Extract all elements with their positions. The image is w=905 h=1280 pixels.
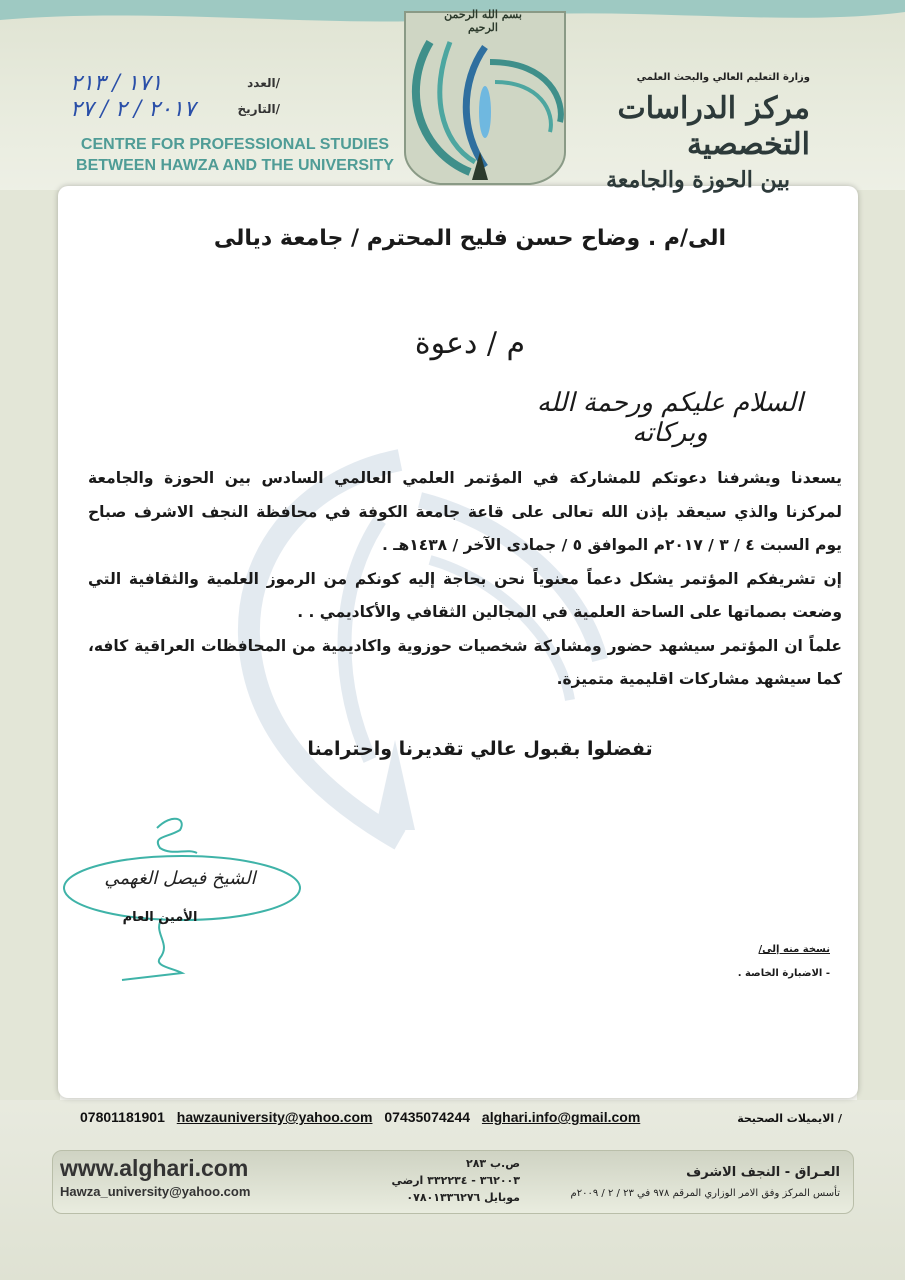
ref-number-label: العدد/ (247, 76, 280, 90)
signature-drawing (62, 808, 307, 988)
recipient-line: الى/م . وضاح حسن فليح المحترم / جامعة ديالى (213, 226, 727, 251)
frame-left (0, 190, 60, 1110)
logo-basmala: بسم الله الرحمن الرحيم (444, 8, 522, 34)
po-box: ص.ب ٢٨٣ (465, 1157, 520, 1170)
centre-name-arabic-sub: بين الحوزة والجامعة (606, 167, 790, 193)
footer-phone-2: 07435074244 (384, 1109, 471, 1125)
copy-to-title: نسخة منه إلى/ (758, 944, 830, 955)
location-line: العـراق - النجف الاشرف (686, 1165, 840, 1180)
centre-name-en-line1: CENTRE FOR PROFESSIONAL STUDIES (80, 136, 390, 153)
founding-line: تأسس المركز وفق الامر الوزاري المرقم ٩٧٨ في ٢٣ / ٢ / ٢٠٠٩م (570, 1188, 840, 1199)
date-label: التاريخ/ (237, 102, 280, 116)
emails-label: / الايميلات الصحيحة (737, 1112, 842, 1125)
website-link[interactable]: www.alghari.com (60, 1155, 249, 1181)
footer-contacts (80, 1109, 850, 1131)
signatory-name: الشيخ فيصل الغهمي (104, 868, 256, 889)
postal-info (320, 1155, 520, 1206)
closing-line: تفضلوا بقبول عالي تقديرنا واحترامنا (307, 738, 653, 760)
letter-body (88, 462, 842, 697)
header-right (560, 72, 810, 193)
footer-email-2[interactable]: alghari.info@gmail.com (481, 1109, 641, 1125)
date-row (70, 96, 280, 122)
date-value: ٢٠١٧ / ٢ / ٢٧ (70, 96, 196, 122)
subject-line: م / دعوة (414, 326, 526, 361)
paragraph-attendance: علماً ان المؤتمر سيشهد حضور ومشاركة شخصيات حوزوية واكاديمية من المحافظات العراقية كافه، كما سيشهد مشاركات اقليمية متميزة. (88, 636, 842, 688)
footer-phone-1: 07801181901 (80, 1109, 165, 1125)
centre-name-en-line2: BETWEEN HAWZA AND THE UNIVERSITY (76, 157, 394, 174)
mobile-number: موبايل ٠٧٨٠١٣٣٦٢٧٦ (406, 1191, 520, 1204)
copy-to-block (640, 938, 830, 986)
footer-email-link[interactable]: Hawza_university@yahoo.com (60, 1184, 251, 1199)
frame-right (857, 190, 905, 1110)
paragraph-honor: إن تشريفكم المؤتمر يشكل دعماً معنوياً نحن بحاجة إليه كونكم من الرموز العلمية والثقافية التي وضعت بصماتها على الساحة العلمية في المجالين الثقافي والأكاديمي . . (88, 569, 842, 621)
centre-name-english (70, 134, 400, 176)
greeting-line: السلام عليكم ورحمة الله وبركاته (536, 388, 804, 448)
reference-block (70, 70, 280, 122)
copy-to-item: - الاضبارة الخاصة . (737, 968, 830, 979)
footer-email-1[interactable]: hawzauniversity@yahoo.com (176, 1109, 373, 1125)
landline-numbers: ٣٦٢٠٠٣ - ٣٣٢٢٣٤ ارضي (391, 1174, 520, 1187)
ref-number-value: ١٧١ / ٢١٣ (70, 70, 163, 96)
centre-name-arabic: مركز الدراسات التخصصية (617, 91, 810, 162)
paragraph-invitation: يسعدنا ويشرفنا دعوتكم للمشاركة في المؤتمر العلمي العالمي السادس بين الحوزة والجامعة لمركزنا والذي سيعقد بإذن الله تعالى على قاعة جامعة الكوفة في محافظة النجف الاشرف صباح يوم السبت ٤ / ٣ / ٢٠١٧م الموافق ٥ / جمادى الآخر / ١٤٣٨هـ . (88, 469, 842, 554)
ref-number-row (70, 70, 280, 96)
ministry-name: وزارة التعليم العالي والبحث العلمي (636, 72, 810, 83)
signatory-title: الأمين العام (122, 910, 198, 925)
